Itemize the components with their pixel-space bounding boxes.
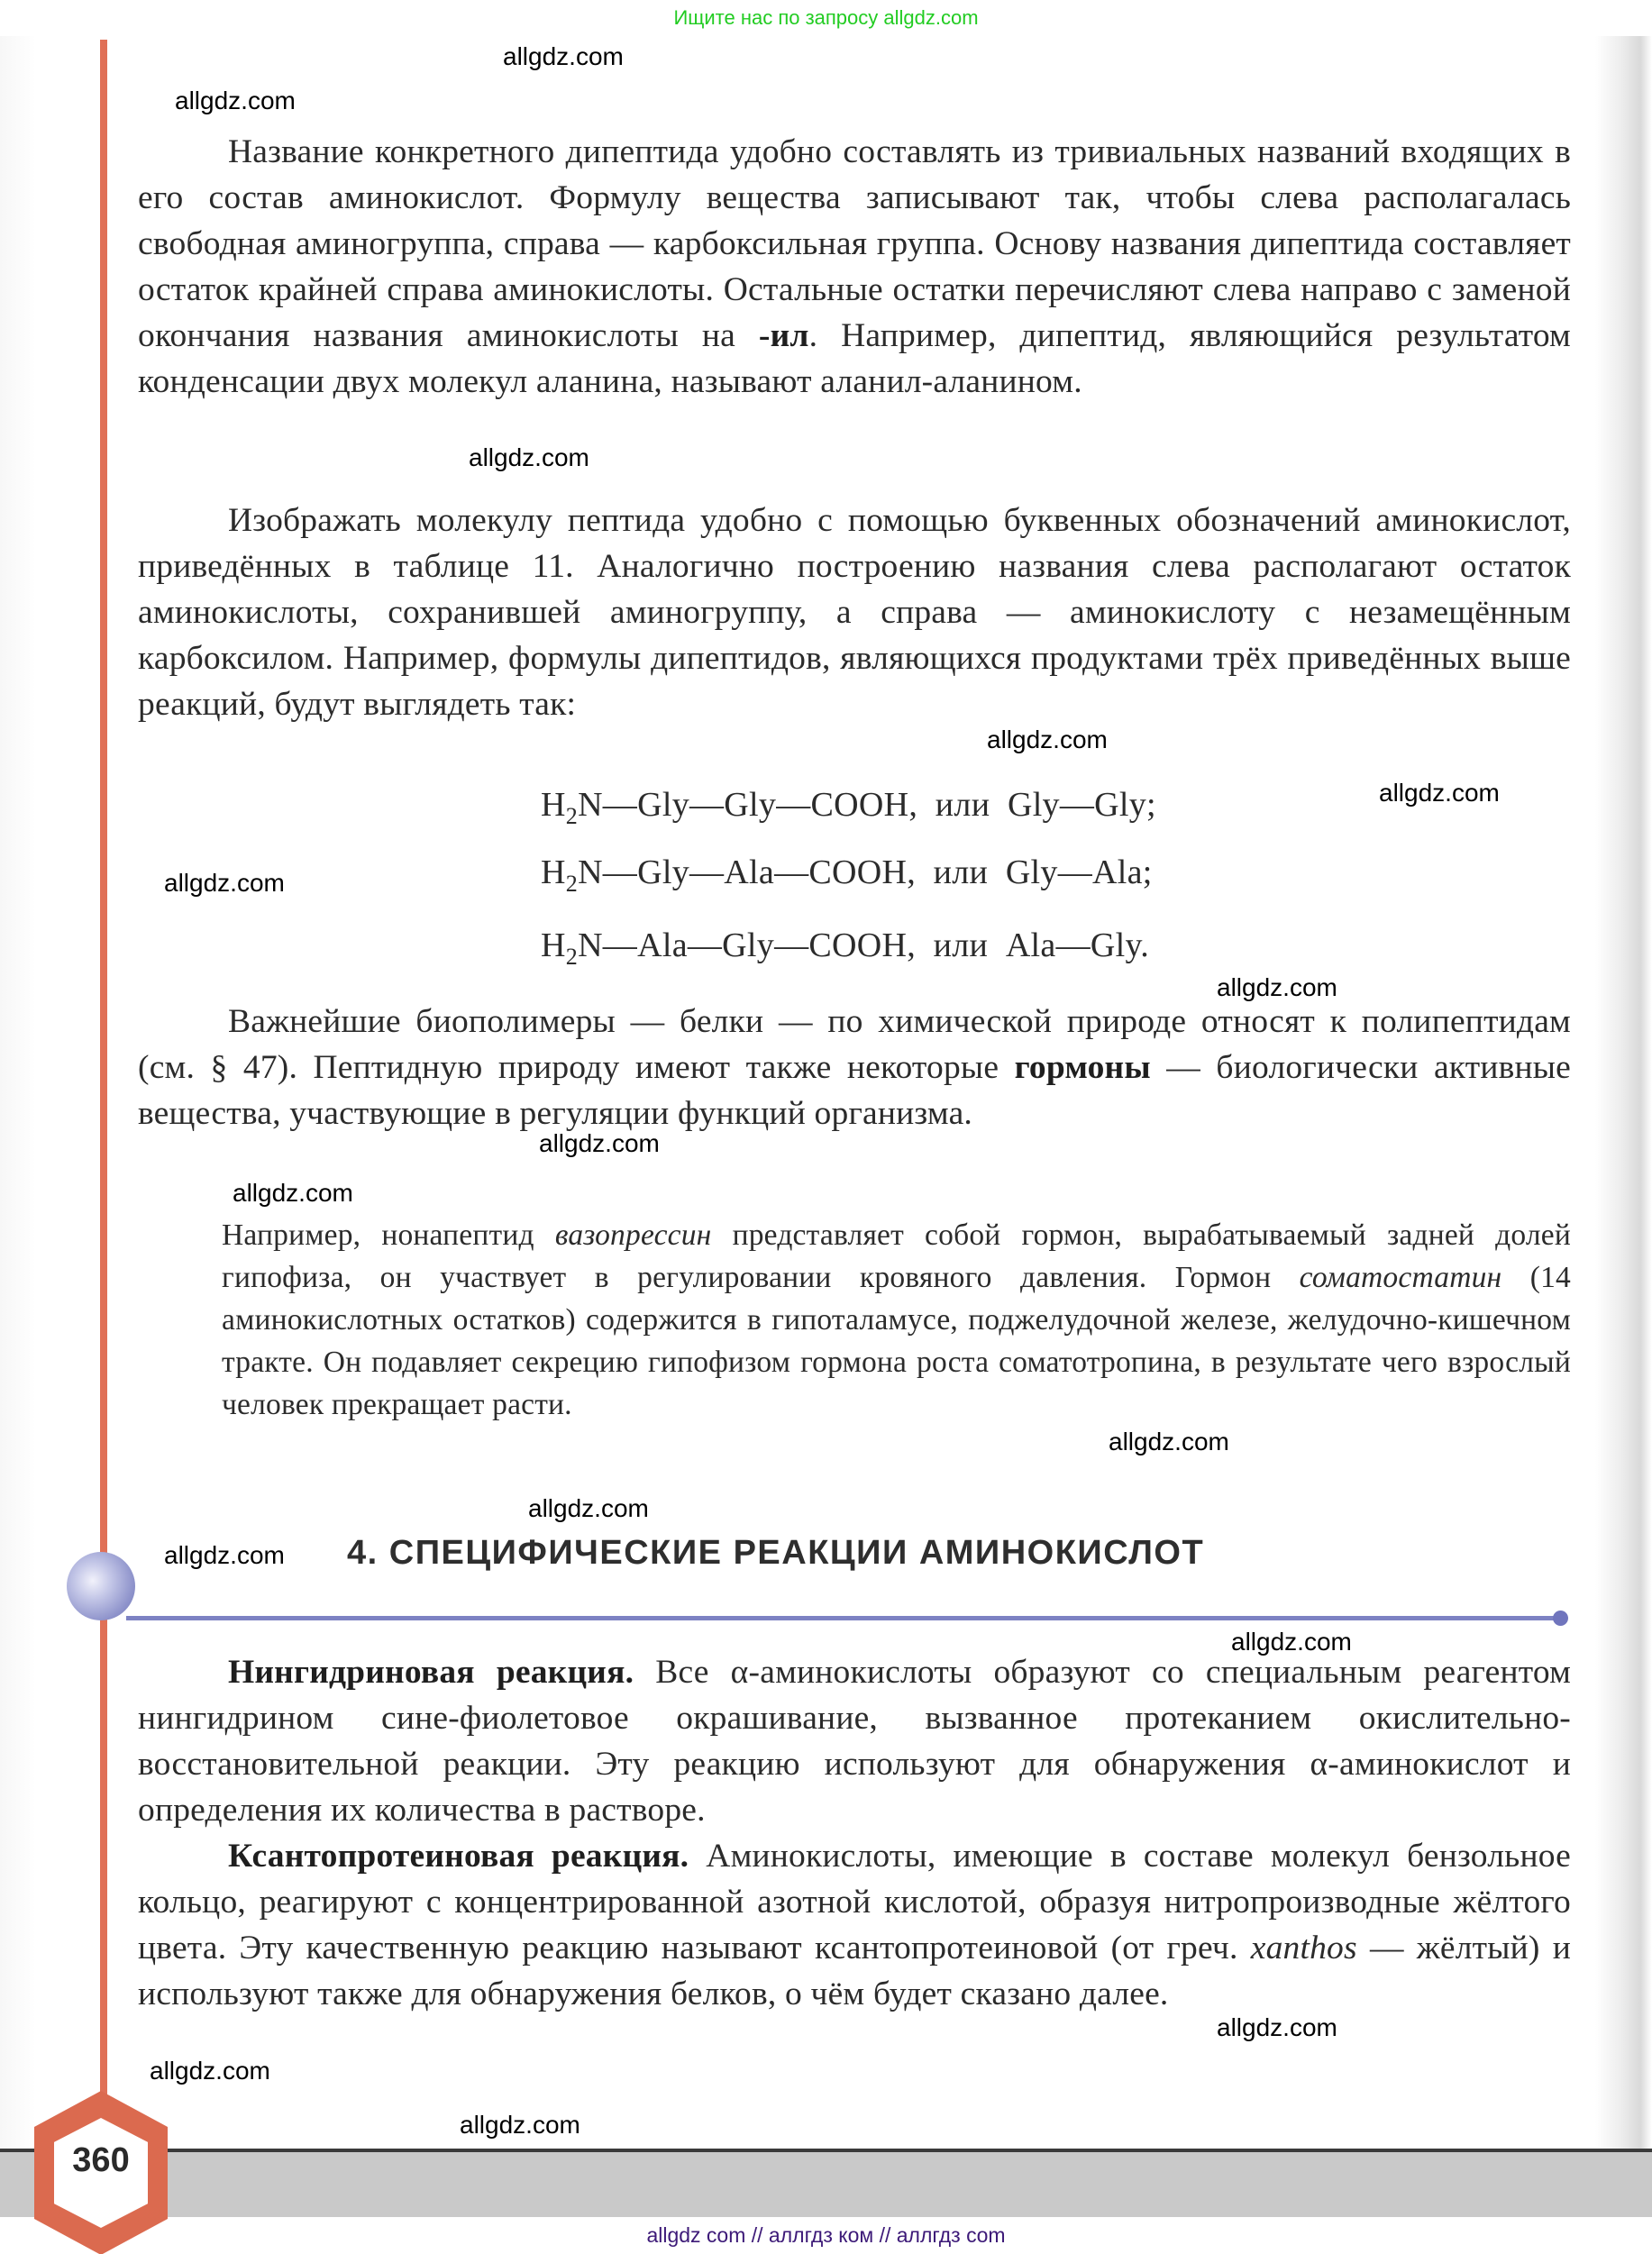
formula-subscript: 2	[565, 944, 579, 970]
small-text: представляет собой гормон, вырабатываемый задней долей гипофиза, он участвует в регулировании кровяного давления. Гормон	[222, 1218, 1571, 1294]
watermark: allgdz.com	[150, 2057, 270, 2085]
formula-chain: N—Ala—Gly—COOH,	[578, 926, 917, 964]
paragraph-peptide-notation	[138, 497, 1571, 727]
paragraph-xanthoprotein-reaction	[138, 1833, 1571, 2017]
formula-ala-gly	[541, 923, 1149, 980]
section-divider-dot-icon	[1553, 1611, 1568, 1626]
formula-gly-ala	[541, 850, 1153, 907]
watermark: allgdz.com	[460, 2111, 580, 2139]
formula-short: Gly—Ala;	[1005, 853, 1153, 891]
section-sphere-icon	[67, 1552, 135, 1620]
formula-gly-gly	[541, 782, 1156, 839]
watermark: allgdz.com	[164, 869, 285, 897]
watermark: allgdz.com	[1379, 779, 1500, 807]
paragraph-text: Аминокислоты, имеющие в составе молекул бензольное кольцо, реагируют с концентрированной азотной кислотой, образуя нитропроизводные жёлтого цвета. Эту качественную реакцию называют ксантопротеиновой (от греч.	[138, 1838, 1571, 1967]
paragraph-dipeptide-naming	[138, 129, 1571, 405]
bold-term-ninhydrin: Нингидриновая реакция.	[228, 1654, 634, 1691]
formula-subscript: 2	[565, 803, 579, 829]
top-banner: Ищите нас по запросу allgdz.com	[673, 6, 979, 29]
watermark: allgdz.com	[987, 725, 1108, 753]
paragraph-ninhydrin-reaction	[138, 1649, 1571, 1833]
italic-term-somatostatin: соматостатин	[1299, 1261, 1502, 1294]
formula-or: или	[933, 926, 989, 964]
paragraph-text: Изображать молекулу пептида удобно с помощью буквенных обозначений аминокислот, приведённых в таблице 11. Аналогично построению названия слева располагают остаток аминокислоты, сохранившей аминогруппу, а справа — аминокислоту с незамещённым карбоксилом. Например, формулы дипептидов, являющихся продуктами трёх приведённых выше реакций, будут выглядеть так:	[138, 502, 1571, 723]
italic-term-vasopressin: вазопрессин	[554, 1218, 712, 1252]
paragraph-text: Важнейшие биополимеры — белки — по химической природе относят к полипептидам (см. § 47). Пептидную природу имеют также некоторые	[138, 1003, 1571, 1086]
watermark: allgdz.com	[175, 87, 296, 114]
section-divider	[126, 1616, 1561, 1620]
italic-term-xanthos: xanthos	[1250, 1930, 1357, 1967]
formula-short: Gly—Gly;	[1007, 786, 1156, 824]
watermark: allgdz.com	[528, 1494, 649, 1522]
watermark: allgdz.com	[1217, 2013, 1337, 2041]
paragraph-text: . Например, дипептид, являющийся результатом конденсации двух молекул аланина, называют аланил-аланином.	[138, 317, 1571, 400]
watermark: allgdz.com	[1231, 1628, 1352, 1656]
formula-h: H	[541, 853, 566, 891]
watermark: allgdz.com	[233, 1179, 353, 1207]
watermark: allgdz.com	[469, 443, 589, 471]
formula-or: или	[935, 786, 990, 824]
bottom-gray-band	[0, 2149, 1652, 2217]
small-print-hormones-examples	[222, 1214, 1571, 1426]
watermark: allgdz.com	[1109, 1428, 1229, 1456]
watermark: allgdz.com	[1217, 973, 1337, 1001]
formula-short: Ala—Gly.	[1005, 926, 1150, 964]
small-text: (14 аминокислотных остатков) содержится в гипоталамусе, поджелудочной железе, желудочно-кишечном тракте. Он подавляет секрецию гипофизом гормона роста соматотропина, в результате чего взрослый человек прекращает расти.	[222, 1261, 1572, 1421]
paragraph-text: Название конкретного дипептида удобно составлять из тривиальных названий входящих в его состав аминокислот. Формулу вещества записывают так, чтобы слева располагалась свободная аминогруппа, справа — карбоксильная группа. Основу названия дипептида составляет остаток крайней справа аминокислоты. Остальные остатки перечисляют слева направо с заменой окончания названия аминокислоты на	[138, 133, 1571, 354]
bold-term-xanthoprotein: Ксантопротеиновая реакция.	[228, 1838, 689, 1875]
small-text: Например, нонапептид	[222, 1218, 534, 1252]
footer-links: allgdz com // аллгдз ком // аллгдз com	[646, 2223, 1006, 2247]
paragraph-text: — биологически активные вещества, участвующие в регуляции функций организма.	[138, 1049, 1572, 1132]
bold-term-hormones: гормоны	[1014, 1049, 1151, 1086]
watermark: allgdz.com	[539, 1129, 660, 1157]
page-number: 360	[72, 2141, 130, 2179]
formula-subscript: 2	[565, 871, 579, 897]
formula-or: или	[933, 853, 989, 891]
formula-h: H	[541, 926, 566, 964]
formula-chain: N—Gly—Ala—COOH,	[578, 853, 917, 891]
margin-line	[100, 40, 107, 2167]
formula-chain: N—Gly—Gly—COOH,	[578, 786, 918, 824]
formula-h: H	[541, 786, 566, 824]
paragraph-text: Все α-аминокислоты образуют со специальным реагентом нингидрином сине-фиолетовое окрашивание, вызванное протеканием окислительно-восстановительной реакции. Эту реакцию используют для обнаружения α-аминокислот и определения их количества в растворе.	[138, 1654, 1571, 1829]
watermark: allgdz.com	[164, 1541, 285, 1569]
paragraph-biopolymers	[138, 999, 1571, 1136]
paragraph-text: — жёлтый) и используют также для обнаружения белков, о чём будет сказано далее.	[138, 1930, 1572, 2012]
watermark: allgdz.com	[503, 42, 624, 70]
bold-term-il: -ил	[758, 317, 809, 354]
section-title: 4. СПЕЦИФИЧЕСКИЕ РЕАКЦИИ АМИНОКИСЛОТ	[347, 1534, 1205, 1572]
